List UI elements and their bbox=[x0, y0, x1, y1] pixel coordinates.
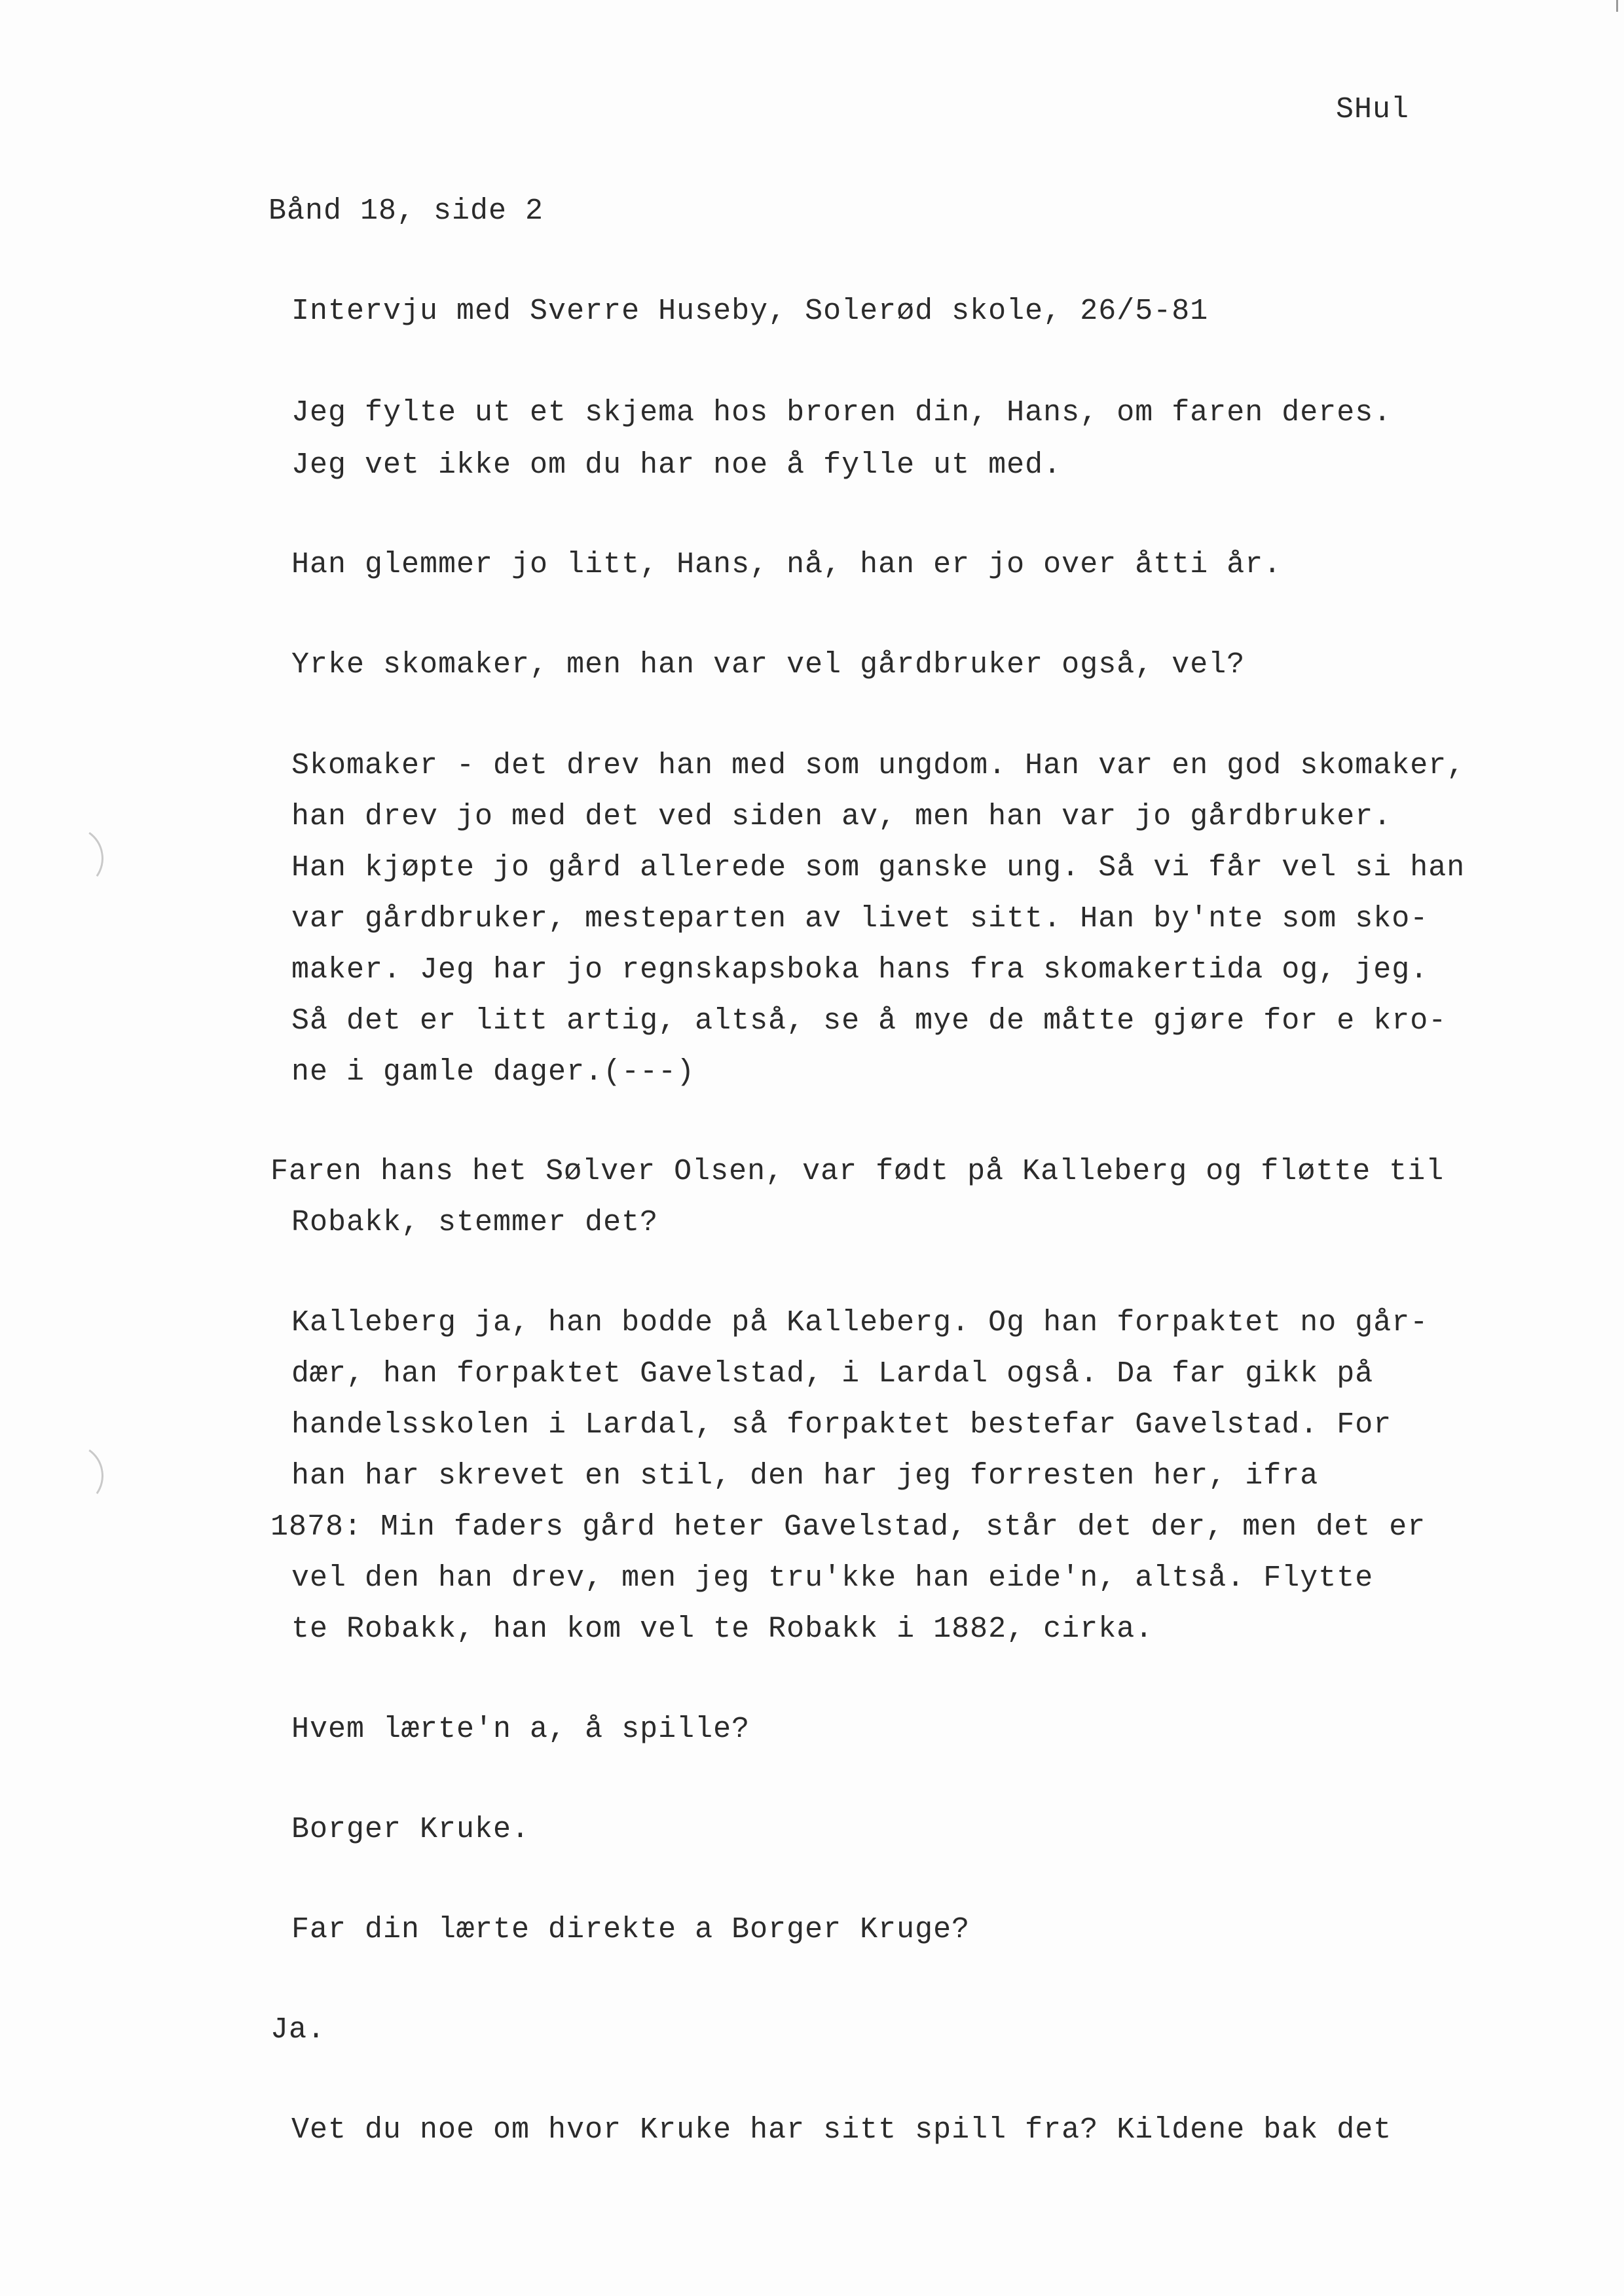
text-line: var gårdbruker, mesteparten av livet sitt. Han by'nte som sko- bbox=[291, 902, 1429, 936]
text-line: vel den han drev, men jeg tru'kke han eide'n, altså. Flytte bbox=[291, 1561, 1374, 1595]
text-line: 1878: Min faders gård heter Gavelstad, står det der, men det er bbox=[270, 1510, 1426, 1544]
text-line: Jeg fylte ut et skjema hos broren din, Hans, om faren deres. bbox=[291, 396, 1392, 429]
text-line: Vet du noe om hvor Kruke har sitt spill fra? Kildene bak det bbox=[291, 2113, 1392, 2147]
text-line: Jeg vet ikke om du har noe å fylle ut med. bbox=[291, 448, 1062, 482]
document-code: SHul bbox=[1336, 93, 1410, 126]
interview-title: Intervju med Sverre Huseby, Solerød skole, 26/5-81 bbox=[291, 295, 1209, 328]
text-line: ne i gamle dager.(---) bbox=[291, 1055, 695, 1089]
text-line: Ja. bbox=[270, 2013, 326, 2047]
text-line: Hvem lærte'n a, å spille? bbox=[291, 1713, 750, 1746]
text-line: te Robakk, han kom vel te Robakk i 1882, cirka. bbox=[291, 1613, 1154, 1646]
text-line: Far din lærte direkte a Borger Kruge? bbox=[291, 1913, 970, 1946]
text-line: Han glemmer jo litt, Hans, nå, han er jo over åtti år. bbox=[291, 548, 1282, 581]
text-line: Robakk, stemmer det? bbox=[291, 1206, 659, 1239]
text-line: Så det er litt artig, altså, se å mye de måtte gjøre for e kro- bbox=[291, 1004, 1447, 1038]
punch-hole-top bbox=[34, 821, 109, 896]
text-line: handelsskolen i Lardal, så forpaktet bestefar Gavelstad. For bbox=[291, 1408, 1392, 1442]
text-line: Han kjøpte jo gård allerede som ganske ung. Så vi får vel si han bbox=[291, 851, 1466, 884]
text-line: han har skrevet en stil, den har jeg forresten her, ifra bbox=[291, 1459, 1319, 1493]
text-line: maker. Jeg har jo regnskapsboka hans fra skomakertida og, jeg. bbox=[291, 953, 1429, 987]
text-line: dær, han forpaktet Gavelstad, i Lardal også. Da far gikk på bbox=[291, 1357, 1374, 1391]
text-line: Yrke skomaker, men han var vel gårdbruker også, vel? bbox=[291, 648, 1246, 682]
edge-mark bbox=[1616, 0, 1618, 12]
text-line: Kalleberg ja, han bodde på Kalleberg. Og han forpaktet no går- bbox=[291, 1306, 1429, 1339]
text-line: Faren hans het Sølver Olsen, var født på Kalleberg og fløtte til bbox=[270, 1155, 1445, 1188]
text-line: Borger Kruke. bbox=[291, 1813, 530, 1846]
tape-reference: Bånd 18, side 2 bbox=[268, 194, 544, 228]
text-line: Skomaker - det drev han med som ungdom. Han var en god skomaker, bbox=[291, 749, 1466, 782]
punch-hole-bottom bbox=[34, 1438, 109, 1513]
text-line: han drev jo med det ved siden av, men han var jo gårdbruker. bbox=[291, 800, 1392, 833]
